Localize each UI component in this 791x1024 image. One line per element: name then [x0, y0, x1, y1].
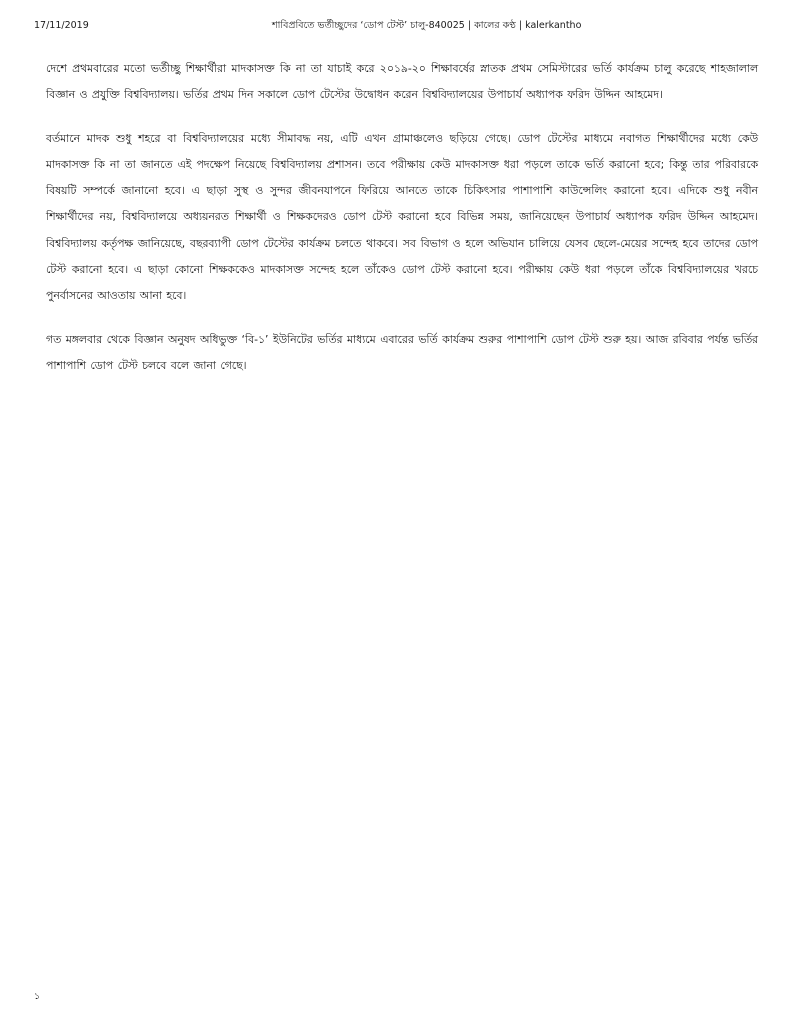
- page-number: ১: [34, 991, 41, 1002]
- article-paragraph: বর্তমানে মাদক শুধু শহরে বা বিশ্ববিদ্যালয়ের মধ্যে সীমাবদ্ধ নয়, এটি এখন গ্রামাঞ্চলেও ছড়িয়ে গেছে। ডোপ টেস্টের মাধ্যমে নবাগত শিক্ষার্থীদের মধ্যে কেউ মাদকাসক্ত কি না তা জানতে এই পদক্ষেপ নিয়েছে বিশ্ববিদ্যালয় প্রশাসন। তবে পরীক্ষায় কেউ মাদকাসক্ত ধরা পড়লে তাকে ভর্তি করানো হবে; কিন্তু তার পরিবারকে বিষয়টি সম্পর্কে জানানো হবে। এ ছাড়া সুস্থ ও সুন্দর জীবনযাপনে ফিরিয়ে আনতে তাকে চিকিৎসার পাশাপাশি কাউন্সেলিং করানো হবে। এদিকে শুধু নবীন শিক্ষার্থীদের নয়, বিশ্ববিদ্যালয়ে অধ্যয়নরত শিক্ষার্থী ও শিক্ষকদেরও ডোপ টেস্ট করানো হবে বিভিন্ন সময়, জানিয়েছেন উপাচার্য অধ্যাপক ফরিদ উদ্দিন আহমেদ। বিশ্ববিদ্যালয় কর্তৃপক্ষ জানিয়েছে, বছরব্যাপী ডোপ টেস্টের কার্যক্রম চলতে থাকবে। সব বিভাগ ও হলে অভিযান চালিয়ে যেসব ছেলে-মেয়ের সন্দেহ হবে তাদের ডোপ টেস্ট করানো হবে। এ ছাড়া কোনো শিক্ষককেও মাদকাসক্ত সন্দেহ হলে তাঁকেও ডোপ টেস্ট করানো হবে। পরীক্ষায় কেউ ধরা পড়লে তাঁকে বিশ্ববিদ্যালয়ের খরচে পুনর্বাসনের আওতায় আনা হবে।: [46, 131, 758, 303]
- print-date: 17/11/2019: [34, 20, 89, 31]
- article-paragraph: দেশে প্রথমবারের মতো ভর্তীচ্ছু শিক্ষার্থীরা মাদকাসক্ত কি না তা যাচাই করে ২০১৯-২০ শিক্ষাবর্ষের স্নাতক প্রথম সেমিস্টারের ভর্তি কার্যক্রম চালু করেছে শাহজালাল বিজ্ঞান ও প্রযুক্তি বিশ্ববিদ্যালয়। ভর্তির প্রথম দিন সকালে ডোপ টেস্টের উদ্বোধন করেন বিশ্ববিদ্যালয়ের উপাচার্য অধ্যাপক ফরিদ উদ্দিন আহমেদ।: [46, 62, 758, 102]
- article-body: [46, 56, 758, 396]
- print-title: শাবিপ্রবিতে ভর্তীচ্ছুদের ‘ডোপ টেস্ট’ চালু-840025 | কালের কণ্ঠ | kalerkantho: [272, 20, 582, 31]
- article-paragraph: গত মঙ্গলবার থেকে বিজ্ঞান অনুষদ অধিভুক্ত ‘বি-১’ ইউনিটের ভর্তির মাধ্যমে এবারের ভর্তি কার্যক্রম শুরুর পাশাপাশি ডোপ টেস্ট শুরু হয়। আজ রবিবার পর্যন্ত ভর্তির পাশাপাশি ডোপ টেস্ট চলবে বলে জানা গেছে।: [46, 332, 758, 372]
- print-header: [0, 18, 791, 34]
